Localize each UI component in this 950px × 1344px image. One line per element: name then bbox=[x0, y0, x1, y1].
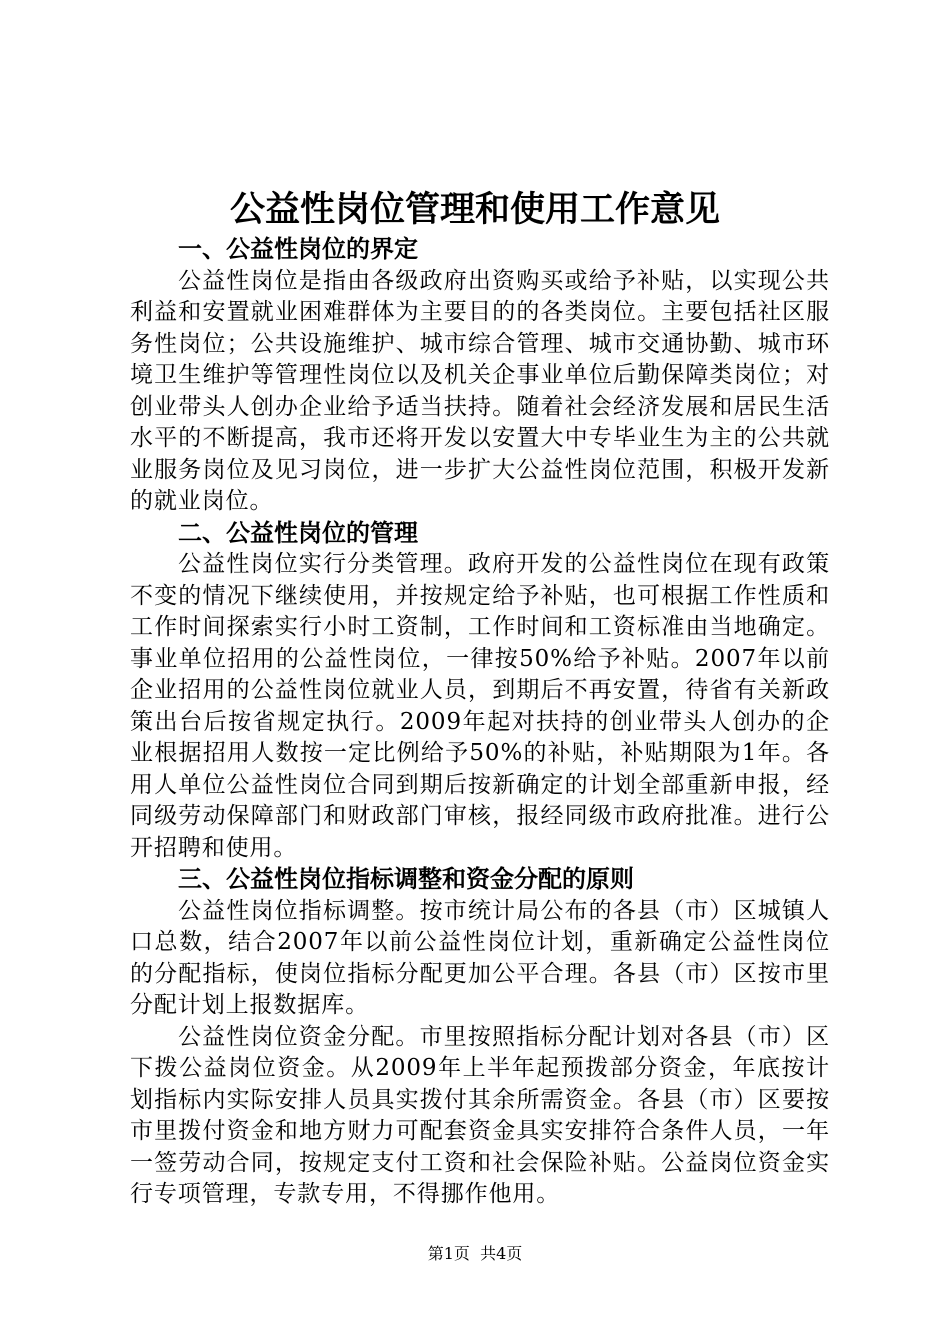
page-footer bbox=[0, 1244, 950, 1264]
paragraph: 公益性岗位指标调整。按市统计局公布的各县（市）区城镇人口总数，结合2007年以前公益性岗位计划，重新确定公益性岗位的分配指标，使岗位指标分配更加公平合理。各县（市）区按市里分配计划上报数据库。 bbox=[130, 897, 830, 1018]
page-total: 共4页 bbox=[480, 1244, 523, 1263]
section-heading: 三、公益性岗位指标调整和资金分配的原则 bbox=[178, 865, 634, 893]
document-title: 公益性岗位管理和使用工作意见 bbox=[229, 190, 720, 230]
section-allocation bbox=[130, 864, 830, 1211]
section-heading: 一、公益性岗位的界定 bbox=[178, 235, 418, 263]
section-definition bbox=[130, 234, 830, 518]
paragraph: 公益性岗位资金分配。市里按照指标分配计划对各县（市）区下拨公益岗位资金。从2009年上半年起预拨部分资金，年底按计划指标内实际安排人员具实拨付其余所需资金。各县（市）区要按市里拨付资金和地方财力可配套资金具实安排符合条件人员，一年一签劳动合同，按规定支付工资和社会保险补贴。公益岗位资金实行专项管理，专款专用，不得挪作他用。 bbox=[130, 1023, 830, 1207]
section-management bbox=[130, 518, 830, 865]
document-body bbox=[130, 234, 830, 1211]
section-heading: 二、公益性岗位的管理 bbox=[178, 518, 418, 547]
paragraph: 公益性岗位实行分类管理。政府开发的公益性岗位在现有政策不变的情况下继续使用，并按规定给予补贴，也可根据工作性质和工作时间探索实行小时工资制，工作时间和工资标准由当地确定。事业单位招用的公益性岗位，一律按50%给予补贴。2007年以前企业招用的公益性岗位就业人员，到期后不再安置，待省有关新政策出台后按省规定执行。2009年起对扶持的创业带头人创办的企业根据招用人数按一定比例给予50%的补贴，补贴期限为1年。各用人单位公益性岗位合同到期后按新确定的计划全部重新申报，经同级劳动保障部门和财政部门审核，报经同级市政府批准。进行公开招聘和使用。 bbox=[130, 551, 830, 861]
paragraph: 公益性岗位是指由各级政府出资购买或给予补贴，以实现公共利益和安置就业困难群体为主要目的的各类岗位。主要包括社区服务性岗位；公共设施维护、城市综合管理、城市交通协勤、城市环境卫生维护等管理性岗位以及机关企事业单位后勤保障类岗位；对创业带头人创办企业给予适当扶持。随着社会经济发展和居民生活水平的不断提高，我市还将开发以安置大中专毕业生为主的公共就业服务岗位及见习岗位，进一步扩大公益性岗位范围，积极开发新的就业岗位。 bbox=[130, 267, 830, 514]
page-number: 第1页 bbox=[427, 1244, 470, 1263]
